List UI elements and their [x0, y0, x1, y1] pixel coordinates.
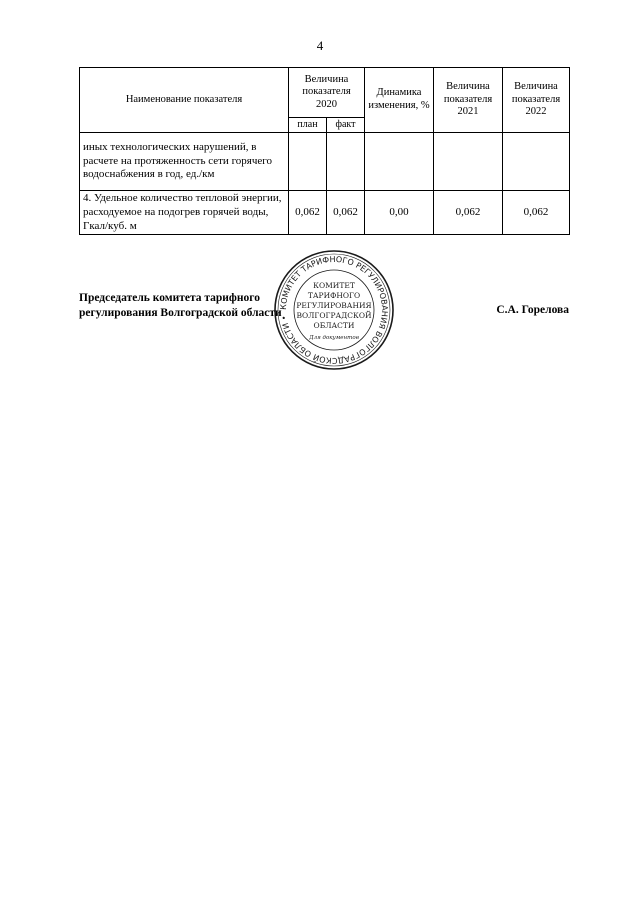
signatory-title-line: Председатель комитета тарифного: [79, 292, 260, 304]
signatory-name: С.А. Горелова: [496, 304, 569, 316]
signatory-title-line: регулирования Волгоградской области: [79, 306, 282, 319]
header-dynamics: Динамика изменения, %: [365, 68, 434, 133]
cell-2022: 0,062: [503, 191, 570, 235]
header-plan: план: [289, 118, 327, 133]
seal-center-line: ОБЛАСТИ: [313, 321, 355, 330]
header-value-2021: Величина показателя 2021: [434, 68, 503, 133]
cell-dynamics: 0,00: [365, 191, 434, 235]
cell-fact: 0,062: [327, 191, 365, 235]
table-header-row: [80, 68, 570, 118]
page-number: 4: [316, 38, 324, 53]
table-row: [80, 133, 570, 191]
cell-fact: [327, 133, 365, 191]
header-value-2020: Величина показателя 2020: [289, 68, 365, 118]
row-name: иных технологических нарушений, в расчете на протяженность сети горячего водоснабжения в год, ед./км: [80, 133, 289, 191]
seal-center-line: РЕГУЛИРОВАНИЯ: [296, 301, 372, 310]
seal-center-line: ТАРИФНОГО: [307, 291, 361, 300]
official-seal: [272, 248, 396, 372]
cell-2022: [503, 133, 570, 191]
seal-center-line: ВОЛГОГРАДСКОЙ: [296, 311, 372, 320]
header-value-2022: Величина показателя 2022: [503, 68, 570, 133]
seal-center-line: Для документов: [309, 335, 359, 341]
header-name: Наименование показателя: [80, 68, 289, 133]
cell-plan: 0,062: [289, 191, 327, 235]
indicators-table: [79, 67, 570, 235]
header-fact: факт: [327, 118, 365, 133]
signatory-title: [79, 291, 282, 321]
row-name: 4. Удельное количество тепловой энергии, расходуемое на подогрев горячей воды, Гкал/куб. м: [80, 191, 289, 235]
seal-ring-text: КОМИТЕТ ТАРИФНОГО РЕГУЛИРОВАНИЯ ВОЛГОГРАДСКОЙ ОБЛАСТИ •: [278, 254, 390, 366]
cell-plan: [289, 133, 327, 191]
seal-center-line: КОМИТЕТ: [313, 281, 355, 290]
table-row: [80, 191, 570, 235]
cell-dynamics: [365, 133, 434, 191]
cell-2021: 0,062: [434, 191, 503, 235]
cell-2021: [434, 133, 503, 191]
